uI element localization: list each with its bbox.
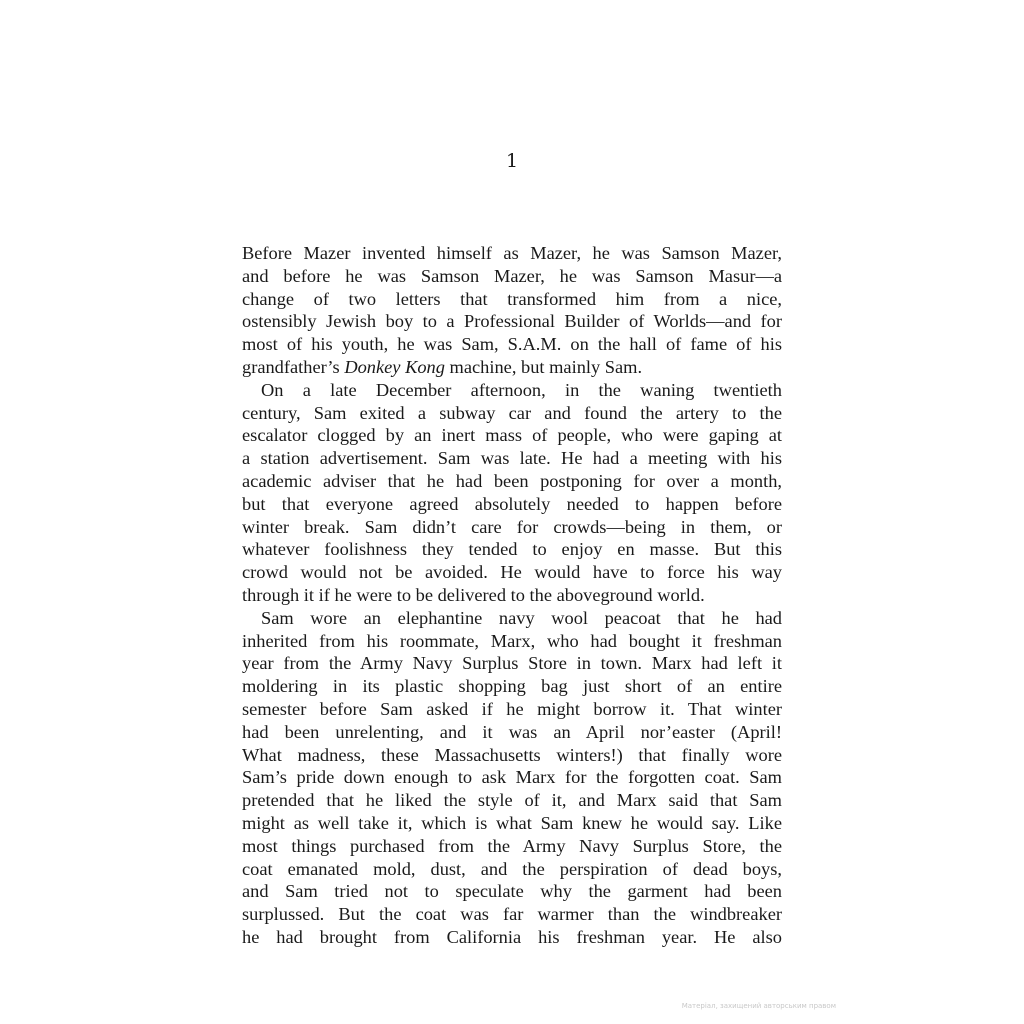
text-line: and Sam tried not to speculate why the garment had been [242,881,782,902]
text-line [242,356,782,379]
text-line: moldering in its plastic shopping bag just short of an entire [242,676,782,697]
text-line: surplussed. But the coat was far warmer than the windbreaker [242,904,782,925]
text-line: year from the Army Navy Surplus Store in town. Marx had left it [242,653,782,674]
text-line: crowd would not be avoided. He would have to force his way [242,562,782,583]
body-text [242,242,782,949]
text-run: machine, but mainly Sam. [444,356,643,377]
text-line: but that everyone agreed absolutely needed to happen before [242,493,782,514]
text-line: whatever foolishness they tended to enjoy en masse. But this [242,539,782,560]
text-line: century, Sam exited a subway car and found the artery to the [242,402,782,423]
text-line: a station advertisement. Sam was late. He had a meeting with his [242,448,782,469]
text-line: he had brought from California his freshman year. He also [242,926,782,947]
text-line: through it if he were to be delivered to the aboveground world. [242,584,705,605]
text-line: change of two letters that transformed him from a nice, [242,288,782,309]
text-line: had been unrelenting, and it was an April nor’easter (April! [242,721,782,742]
text-line: ostensibly Jewish boy to a Professional Builder of Worlds—and for [242,311,782,332]
text-line: most of his youth, he was Sam, S.A.M. on the hall of fame of his [242,334,782,355]
text-line: Sam’s pride down enough to ask Marx for the forgotten coat. Sam [242,767,782,788]
text-line: What madness, these Massachusetts winters!) that finally wore [242,744,782,765]
text-line: pretended that he liked the style of it, and Marx said that Sam [242,790,782,811]
text-line: might as well take it, which is what Sam knew he would say. Like [242,812,782,833]
text-line: semester before Sam asked if he might borrow it. That winter [242,698,782,719]
text-run: grandfather’s [242,356,345,377]
text-line: winter break. Sam didn’t care for crowds—being in them, or [242,516,782,537]
text-line: academic adviser that he had been postponing for over a month, [242,470,782,491]
text-line: Before Mazer invented himself as Mazer, he was Samson Mazer, [242,243,782,263]
book-title-italic: Donkey Kong [344,356,445,377]
chapter-number: 1 [505,150,519,172]
text-line: Sam wore an elephantine navy wool peacoat that he had [261,607,782,628]
copyright-watermark: Матеріал, захищений авторським правом [681,1002,836,1010]
text-line: coat emanated mold, dust, and the perspiration of dead boys, [242,858,782,879]
text-line: On a late December afternoon, in the waning twentieth [261,379,782,400]
text-line: inherited from his roommate, Marx, who had bought it freshman [242,630,782,651]
text-line: and before he was Samson Mazer, he was Samson Masur—a [242,265,782,286]
text-line: escalator clogged by an inert mass of people, who were gaping at [242,425,782,446]
text-line: most things purchased from the Army Navy Surplus Store, the [242,835,782,856]
